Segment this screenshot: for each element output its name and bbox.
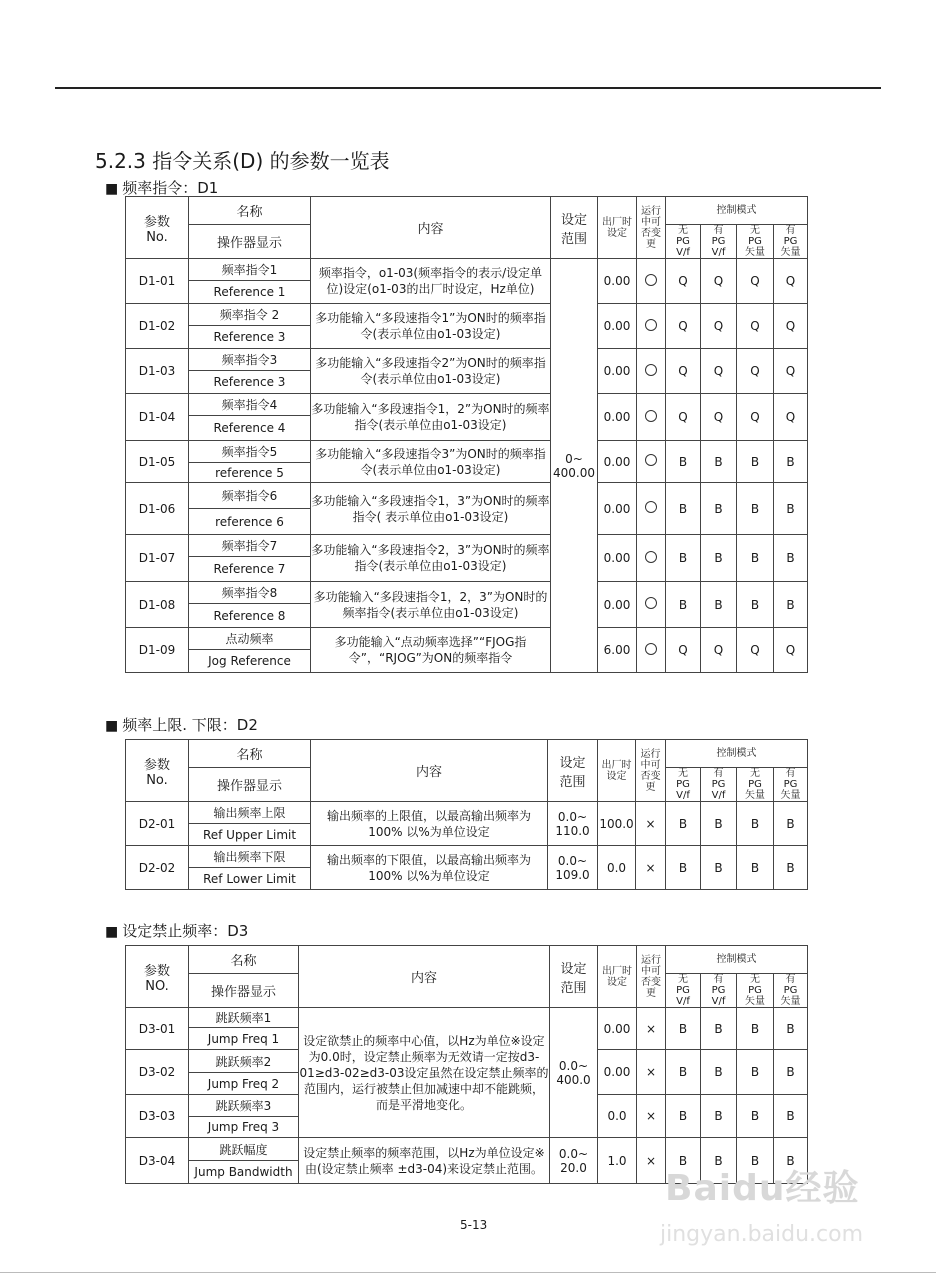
mode-cell: Q xyxy=(666,304,701,349)
param-code: D1-07 xyxy=(126,535,189,582)
factory-default: 0.00 xyxy=(598,483,637,535)
factory-default: 0.00 xyxy=(598,304,637,349)
mode-cell: B xyxy=(774,582,808,628)
mode-cell: Q xyxy=(737,394,774,441)
col-param-no: 参数 No. xyxy=(126,197,189,259)
param-name: 频率指令4 xyxy=(189,394,311,416)
col-range: 设定 范围 xyxy=(550,946,598,1008)
mode-cell: B xyxy=(701,1138,737,1184)
table-row xyxy=(126,846,808,868)
param-description: 多功能输入“点动频率选择”“FJOG指令”，“RJOG”为ON的频率指令 xyxy=(311,628,551,673)
mode-cell: B xyxy=(737,441,774,483)
mode-cell: B xyxy=(737,1138,774,1184)
mode-cell: B xyxy=(774,1008,808,1050)
param-description: 多功能输入“多段速指令3”为ON时的频率指令(表示单位由o1-03设定) xyxy=(311,441,551,483)
mode-cell: Q xyxy=(701,628,737,673)
circle-icon xyxy=(645,551,657,563)
mode-cell: Q xyxy=(774,304,808,349)
op-display-name: Ref Upper Limit xyxy=(189,824,311,846)
factory-default: 0.00 xyxy=(598,259,637,304)
setting-range: 0.0~ 110.0 xyxy=(548,802,598,846)
section-title-d3-text: 设定禁止频率：D3 xyxy=(122,922,249,940)
op-display-name: Jog Reference xyxy=(189,650,311,673)
param-name: 频率指令3 xyxy=(189,349,311,371)
section-title-d1-text: 频率指令：D1 xyxy=(122,179,219,197)
d3-parameter-table xyxy=(125,945,808,1184)
circle-icon xyxy=(645,410,657,422)
factory-default: 0.00 xyxy=(598,394,637,441)
col-name: 名称 xyxy=(189,197,311,225)
watermark-url: jingyan.baidu.com xyxy=(660,1222,864,1247)
section-title-d1 xyxy=(105,177,218,198)
factory-default: 0.00 xyxy=(598,535,637,582)
param-name: 输出频率上限 xyxy=(189,802,311,824)
mode-cell: B xyxy=(666,441,701,483)
runtime-change: × xyxy=(636,802,666,846)
col-content: 内容 xyxy=(311,197,551,259)
factory-default: 0.00 xyxy=(598,1050,637,1095)
square-bullet-icon: ■ xyxy=(105,181,119,197)
col-range: 设定 范围 xyxy=(551,197,598,259)
factory-default: 0.00 xyxy=(598,1008,637,1050)
col-param-no: 参数 NO. xyxy=(126,946,189,1008)
param-code: D1-08 xyxy=(126,582,189,628)
param-description: 多功能输入“多段速指令2”为ON时的频率指令(表示单位由o1-03设定) xyxy=(311,349,551,394)
circle-icon xyxy=(645,319,657,331)
table-row xyxy=(126,535,808,557)
mode-cell: B xyxy=(701,1008,737,1050)
runtime-change xyxy=(637,582,666,628)
param-code: D1-02 xyxy=(126,304,189,349)
op-display-name: Ref Lower Limit xyxy=(189,868,311,890)
param-description: 输出频率的下限值，以最高输出频率为100% 以%为单位设定 xyxy=(311,846,548,890)
factory-default: 1.0 xyxy=(598,1138,637,1184)
runtime-change xyxy=(637,628,666,673)
mode-cell: Q xyxy=(666,259,701,304)
param-description: 多功能输入“多段速指令1，3”为ON时的频率指令( 表示单位由o1-03设定) xyxy=(311,483,551,535)
col-content: 内容 xyxy=(311,740,548,802)
mode-cell: B xyxy=(701,846,737,890)
op-display-name: Jump Bandwidth xyxy=(189,1161,299,1184)
circle-icon xyxy=(645,643,657,655)
mode-cell: B xyxy=(666,582,701,628)
runtime-change xyxy=(637,483,666,535)
param-code: D3-04 xyxy=(126,1138,189,1184)
mode-cell: Q xyxy=(701,394,737,441)
mode-cell: B xyxy=(666,1138,701,1184)
op-display-name: Jump Freq 2 xyxy=(189,1073,299,1095)
col-mode-3: 无 PG 矢量 xyxy=(737,974,774,1008)
section-title-d3 xyxy=(105,920,248,941)
mode-cell: B xyxy=(774,483,808,535)
col-runtime-change: 运行 中可 否变 更 xyxy=(637,946,666,1008)
square-bullet-icon: ■ xyxy=(105,924,119,940)
param-name: 频率指令6 xyxy=(189,483,311,509)
param-name: 频率指令1 xyxy=(189,259,311,281)
runtime-change: × xyxy=(637,1138,666,1184)
param-name: 频率指令 2 xyxy=(189,304,311,326)
mode-cell: B xyxy=(774,441,808,483)
col-mode-4: 有 PG 矢量 xyxy=(774,974,808,1008)
table-row xyxy=(126,628,808,650)
col-op-display: 操作器显示 xyxy=(189,768,311,802)
table-row xyxy=(126,349,808,371)
setting-range: 0.0~ 20.0 xyxy=(550,1138,598,1184)
col-name: 名称 xyxy=(189,946,299,974)
col-mode-2: 有 PG V/f xyxy=(701,974,737,1008)
mode-cell: Q xyxy=(774,349,808,394)
param-description: 频率指令，o1-03(频率指令的表示/设定单位)设定(o1-03的出厂时设定，Hz单位) xyxy=(311,259,551,304)
runtime-change: × xyxy=(637,1050,666,1095)
d2-parameter-table xyxy=(125,739,808,890)
param-name: 频率指令8 xyxy=(189,582,311,604)
col-mode-1: 无 PG V/f xyxy=(666,974,701,1008)
param-description: 多功能输入“多段速指令1，2”为ON时的频率指令(表示单位由o1-03设定) xyxy=(311,394,551,441)
col-content: 内容 xyxy=(299,946,550,1008)
col-mode-2: 有 PG V/f xyxy=(701,225,737,259)
runtime-change: × xyxy=(636,846,666,890)
table-row xyxy=(126,1138,808,1161)
mode-cell: B xyxy=(701,802,737,846)
col-factory-default: 出厂时 设定 xyxy=(598,740,636,802)
col-control-mode: 控制模式 xyxy=(666,740,808,768)
param-name: 频率指令7 xyxy=(189,535,311,557)
mode-cell: B xyxy=(701,1050,737,1095)
mode-cell: Q xyxy=(666,628,701,673)
section-title-d2-text: 频率上限. 下限：D2 xyxy=(122,716,258,734)
col-op-display: 操作器显示 xyxy=(189,974,299,1008)
runtime-change: × xyxy=(637,1095,666,1138)
runtime-change: × xyxy=(637,1008,666,1050)
mode-cell: B xyxy=(666,483,701,535)
param-code: D1-09 xyxy=(126,628,189,673)
mode-cell: B xyxy=(666,1050,701,1095)
col-param-no: 参数 No. xyxy=(126,740,189,802)
table-row xyxy=(126,259,808,281)
circle-icon xyxy=(645,501,657,513)
d1-parameter-table xyxy=(125,196,808,673)
setting-range: 0.0~ 400.0 xyxy=(550,1008,598,1138)
param-name: 频率指令5 xyxy=(189,441,311,463)
mode-cell: Q xyxy=(737,349,774,394)
runtime-change xyxy=(637,535,666,582)
runtime-change xyxy=(637,441,666,483)
mode-cell: Q xyxy=(701,259,737,304)
param-name: 跳跃频率3 xyxy=(189,1095,299,1117)
col-mode-3: 无 PG 矢量 xyxy=(737,225,774,259)
mode-cell: B xyxy=(701,1095,737,1138)
factory-default: 0.00 xyxy=(598,441,637,483)
col-mode-1: 无 PG V/f xyxy=(666,768,701,802)
param-description: 设定禁止频率的频率范围，以Hz为单位设定※由(设定禁止频率 ±d3-04)来设定禁止范围。 xyxy=(299,1138,550,1184)
col-name: 名称 xyxy=(189,740,311,768)
mode-cell: B xyxy=(774,802,808,846)
mode-cell: Q xyxy=(774,628,808,673)
col-mode-1: 无 PG V/f xyxy=(666,225,701,259)
circle-icon xyxy=(645,364,657,376)
param-code: D2-02 xyxy=(126,846,189,890)
mode-cell: B xyxy=(701,483,737,535)
col-mode-4: 有 PG 矢量 xyxy=(774,768,808,802)
param-name: 跳跃幅度 xyxy=(189,1138,299,1161)
mode-cell: B xyxy=(701,535,737,582)
param-code: D3-01 xyxy=(126,1008,189,1050)
circle-icon xyxy=(645,597,657,609)
col-control-mode: 控制模式 xyxy=(666,946,808,974)
watermark-logo: Baidu经验 xyxy=(665,1168,860,1209)
col-mode-3: 无 PG 矢量 xyxy=(737,768,774,802)
mode-cell: B xyxy=(666,1008,701,1050)
factory-default: 100.0 xyxy=(598,802,636,846)
mode-cell: B xyxy=(737,483,774,535)
mode-cell: Q xyxy=(666,394,701,441)
op-display-name: Reference 3 xyxy=(189,371,311,394)
param-code: D1-01 xyxy=(126,259,189,304)
param-code: D3-02 xyxy=(126,1050,189,1095)
factory-default: 0.0 xyxy=(598,1095,637,1138)
table-row xyxy=(126,304,808,326)
op-display-name: reference 6 xyxy=(189,509,311,535)
table-row xyxy=(126,483,808,509)
col-control-mode: 控制模式 xyxy=(666,197,808,225)
runtime-change xyxy=(637,394,666,441)
param-code: D3-03 xyxy=(126,1095,189,1138)
param-name: 输出频率下限 xyxy=(189,846,311,868)
runtime-change xyxy=(637,259,666,304)
mode-cell: Q xyxy=(737,259,774,304)
mode-cell: B xyxy=(774,535,808,582)
mode-cell: B xyxy=(774,1138,808,1184)
table-row xyxy=(126,582,808,604)
mode-cell: B xyxy=(737,582,774,628)
op-display-name: Reference 8 xyxy=(189,604,311,628)
col-mode-4: 有 PG 矢量 xyxy=(774,225,808,259)
op-display-name: Jump Freq 3 xyxy=(189,1117,299,1138)
mode-cell: B xyxy=(666,535,701,582)
mode-cell: Q xyxy=(666,349,701,394)
header-rule xyxy=(55,87,881,89)
table-row xyxy=(126,802,808,824)
param-name: 跳跃频率2 xyxy=(189,1050,299,1073)
mode-cell: B xyxy=(666,846,701,890)
footer-rule xyxy=(0,1272,936,1273)
mode-cell: Q xyxy=(774,259,808,304)
mode-cell: B xyxy=(737,1008,774,1050)
param-description: 输出频率的上限值，以最高输出频率为100% 以%为单位设定 xyxy=(311,802,548,846)
col-runtime-change: 运行 中可 否变 更 xyxy=(636,740,666,802)
runtime-change xyxy=(637,349,666,394)
mode-cell: B xyxy=(774,1095,808,1138)
factory-default: 0.00 xyxy=(598,349,637,394)
param-name: 点动频率 xyxy=(189,628,311,650)
mode-cell: Q xyxy=(701,304,737,349)
param-code: D1-05 xyxy=(126,441,189,483)
op-display-name: Reference 3 xyxy=(189,326,311,349)
mode-cell: B xyxy=(737,1095,774,1138)
param-code: D1-03 xyxy=(126,349,189,394)
param-description: 多功能输入“多段速指令1”为ON时的频率指令(表示单位由o1-03设定) xyxy=(311,304,551,349)
param-code: D2-01 xyxy=(126,802,189,846)
mode-cell: B xyxy=(666,1095,701,1138)
op-display-name: reference 5 xyxy=(189,463,311,483)
col-factory-default: 出厂时 设定 xyxy=(598,197,637,259)
op-display-name: Reference 1 xyxy=(189,281,311,304)
square-bullet-icon: ■ xyxy=(105,718,119,734)
circle-icon xyxy=(645,454,657,466)
factory-default: 6.00 xyxy=(598,628,637,673)
setting-range: 0~ 400.00 xyxy=(551,259,598,673)
page-title: 5.2.3 指令关系(D) 的参数一览表 xyxy=(95,149,390,173)
mode-cell: B xyxy=(701,441,737,483)
mode-cell: Q xyxy=(701,349,737,394)
op-display-name: Reference 4 xyxy=(189,416,311,441)
table-row xyxy=(126,441,808,463)
param-name: 跳跃频率1 xyxy=(189,1008,299,1028)
op-display-name: Jump Freq 1 xyxy=(189,1028,299,1050)
col-runtime-change: 运行 中可 否变 更 xyxy=(637,197,666,259)
setting-range: 0.0~ 109.0 xyxy=(548,846,598,890)
mode-cell: B xyxy=(774,846,808,890)
mode-cell: Q xyxy=(737,304,774,349)
op-display-name: Reference 7 xyxy=(189,557,311,582)
mode-cell: B xyxy=(737,1050,774,1095)
table-row xyxy=(126,1008,808,1028)
mode-cell: B xyxy=(701,582,737,628)
mode-cell: Q xyxy=(774,394,808,441)
mode-cell: Q xyxy=(737,628,774,673)
runtime-change xyxy=(637,304,666,349)
col-mode-2: 有 PG V/f xyxy=(701,768,737,802)
factory-default: 0.00 xyxy=(598,582,637,628)
mode-cell: B xyxy=(774,1050,808,1095)
page-number: 5-13 xyxy=(460,1218,488,1232)
param-code: D1-06 xyxy=(126,483,189,535)
table-row xyxy=(126,394,808,416)
factory-default: 0.0 xyxy=(598,846,636,890)
mode-cell: B xyxy=(737,802,774,846)
col-range: 设定 范围 xyxy=(548,740,598,802)
col-op-display: 操作器显示 xyxy=(189,225,311,259)
circle-icon xyxy=(645,274,657,286)
param-description: 设定欲禁止的频率中心值，以Hz为单位※设定为0.0时，设定禁止频率为无效请一定按d3-01≥d3-02≥d3-03设定虽然在设定禁止频率的范围内，运行被禁止但加减速中却不能跳频，而是平滑地变化。 xyxy=(299,1008,550,1138)
param-description: 多功能输入“多段速指令2，3”为ON时的频率指令(表示单位由o1-03设定) xyxy=(311,535,551,582)
section-title-d2 xyxy=(105,714,258,735)
mode-cell: B xyxy=(737,535,774,582)
param-description: 多功能输入“多段速指令1，2，3”为ON时的频率指令(表示单位由o1-03设定) xyxy=(311,582,551,628)
mode-cell: B xyxy=(737,846,774,890)
col-factory-default: 出厂时 设定 xyxy=(598,946,637,1008)
param-code: D1-04 xyxy=(126,394,189,441)
mode-cell: B xyxy=(666,802,701,846)
